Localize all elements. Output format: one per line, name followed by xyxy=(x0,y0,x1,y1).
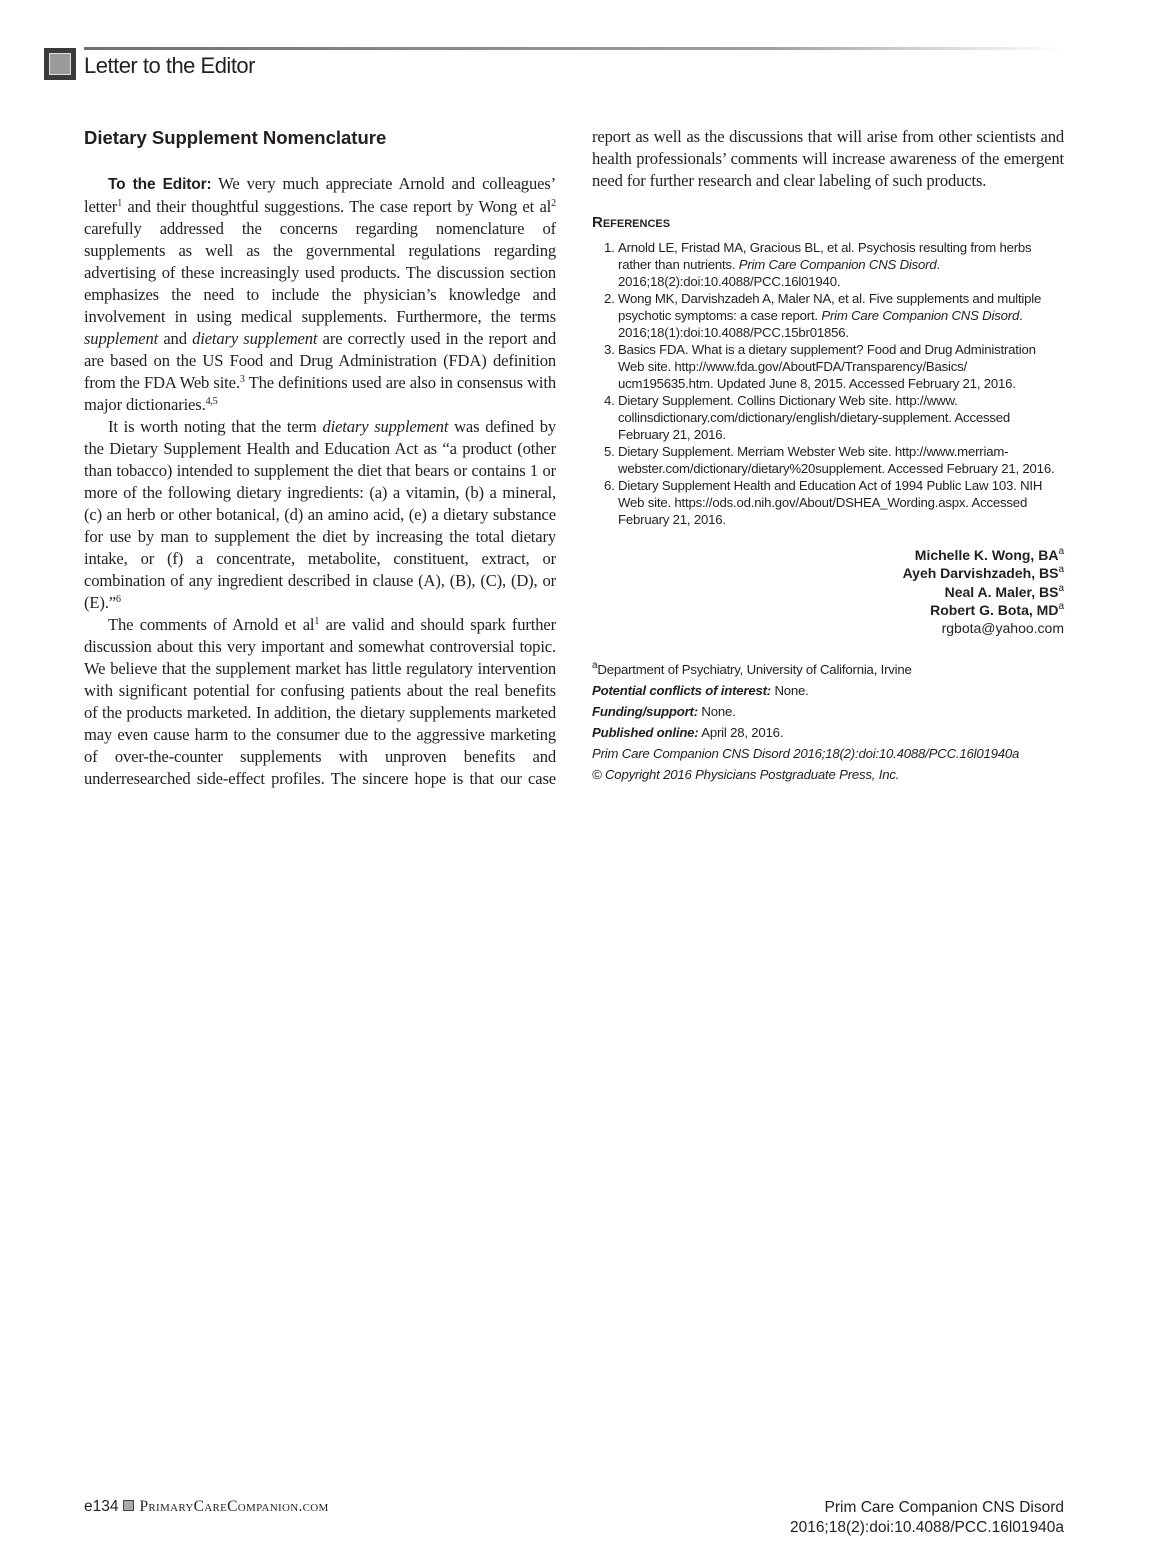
citation-superscript: 4,5 xyxy=(205,396,218,407)
reference-item xyxy=(618,443,1064,477)
funding-value: None. xyxy=(697,704,736,720)
funding-label: Funding/support: xyxy=(592,704,698,720)
reference-item xyxy=(618,239,1064,290)
reference-item xyxy=(618,290,1064,341)
text-run: . 2016;18(2):doi:10.4088/PCC.16l01940. xyxy=(618,257,940,289)
header-rule xyxy=(84,47,1064,50)
author-affiliation-mark: a xyxy=(1058,600,1064,612)
paragraph xyxy=(84,416,556,614)
text-run: Basics FDA. What is a dietary supplement? Food and Drug Administration Web site. http://www.fda.gov/AboutFDA/Transparency/Basics/ ucm195635.htm. Updated June 8, 2015. Accessed February 21, 2016. xyxy=(618,342,1036,391)
text-run: We very much appreciate Arnold and colleagues’ letter xyxy=(84,174,556,216)
text-run: Prim Care Companion CNS Disord xyxy=(738,257,937,272)
text-run: The definitions used are also in consensus with major dictionaries. xyxy=(84,373,556,414)
text-run: dietary supplement xyxy=(192,329,318,348)
text-run: was defined by the Dietary Supplement Health and Education Act as “a product (other than tobacco) intended to supplement the diet that bears or contains 1 or more of the following dietary ingredients: (a) a vitamin, (b) a mineral, (c) an herb or other botanical, (d) an amino acid, (e) a dietary substance for use by man to supplement the diet by increasing the total dietary intake, or (f) a concentrate, metabolite, constituent, extract, or combination of any ingredient described in clause (A), (B), (C), (D), or (E).” xyxy=(84,417,557,612)
author-name: Neal A. Maler, BS xyxy=(944,583,1059,600)
text-run: The comments of Arnold et al xyxy=(108,615,315,634)
author xyxy=(592,546,1064,564)
reference-item xyxy=(618,392,1064,443)
footer-right xyxy=(790,1498,1064,1538)
references-list xyxy=(592,239,1064,528)
footer-square-icon xyxy=(123,1500,134,1511)
author xyxy=(592,601,1064,619)
affiliation-text: Department of Psychiatry, University of California, Irvine xyxy=(597,662,912,678)
references-heading: References xyxy=(592,214,671,231)
author-block xyxy=(592,546,1064,637)
text-run: are valid and should spark further discussion about this very important and somewhat controversial topic. We believe that the supplement market has little regulatory intervention with significant potential for confusing patients about the real benefits of the products marketed. In addition, the dietary supplements marketed may even cause harm to the consumer due to the aggressive marketing of over-the-counter supplements with unproven benefits and underresearched side-effect profiles. The sincere hope is that our case xyxy=(84,615,556,788)
salutation: To the Editor: xyxy=(108,176,212,193)
published xyxy=(592,722,1064,743)
left-column xyxy=(84,126,556,790)
author xyxy=(592,564,1064,582)
author-email[interactable]: rgbota@yahoo.com xyxy=(941,620,1064,637)
text-run: report as well as the discussions that will arise from other scientists and health professionals’ comments will increase awareness of the emergent need for further research and clear labeling of such products. xyxy=(592,127,1064,190)
section-marker-icon xyxy=(44,48,76,80)
footer-left xyxy=(84,1498,329,1516)
copyright: © Copyright 2016 Physicians Postgraduate Press, Inc. xyxy=(592,767,900,783)
author-name: Michelle K. Wong, BA xyxy=(914,547,1059,563)
author-name: Robert G. Bota, MD xyxy=(930,601,1059,618)
text-run: Wong MK, Darvishzadeh A, Maler NA, et al. Five supplements and multiple psychotic symptoms: a case report. xyxy=(618,291,1042,323)
published-label: Published online: xyxy=(592,725,699,741)
footer-doi: 2016;18(2):doi:10.4088/PCC.16l01940a xyxy=(789,1519,1064,1536)
author-affiliation-mark: a xyxy=(1058,564,1064,576)
text-run: . 2016;18(1):doi:10.4088/PCC.15br01856. xyxy=(618,308,1023,340)
conflicts-value: None. xyxy=(770,683,809,699)
citation-superscript: 3 xyxy=(239,374,245,385)
text-run: carefully addressed the concerns regarding nomenclature of supplements as well as the governmental regulations regarding advertising of these increasingly used products. The discussion section emphasizes the need to include the physician’s knowledge and involvement in using medical supplements. Furthermore, the terms xyxy=(84,219,556,326)
section-title: Letter to the Editor xyxy=(84,53,255,78)
article-body xyxy=(84,173,556,790)
conflicts-label: Potential conflicts of interest: xyxy=(592,683,771,699)
text-run: Dietary Supplement. Merriam Webster Web site. http://www.merriam-webster.com/dictionary/dietary%20supplement. Accessed February 21, 2016. xyxy=(618,444,1055,476)
article-notes xyxy=(592,659,1064,785)
published-value: April 28, 2016. xyxy=(698,725,784,741)
text-run: It is worth noting that the term xyxy=(108,417,323,436)
page-number: e134 xyxy=(84,1498,119,1515)
funding xyxy=(592,701,1064,722)
text-run: Arnold LE, Fristad MA, Gracious BL, et al. Psychosis resulting from herbs rather than nutrients. xyxy=(618,240,1032,272)
text-run: and xyxy=(158,329,193,348)
text-run: dietary supplement xyxy=(322,417,449,436)
footer-journal: Prim Care Companion CNS Disord xyxy=(824,1499,1064,1516)
citation-superscript: 2 xyxy=(551,198,556,209)
citation-superscript: 1 xyxy=(314,616,320,627)
conflicts xyxy=(592,680,1064,701)
citation-superscript: 6 xyxy=(115,594,121,605)
right-column xyxy=(592,126,1064,785)
text-run: Dietary Supplement. Collins Dictionary Web site. http://www. collinsdictionary.com/dictionary/english/dietary-supplement. Accessed February 21, 2016. xyxy=(618,393,1011,442)
text-run: and their thoughtful suggestions. The case report by Wong et al xyxy=(122,197,552,216)
affiliation-mark: a xyxy=(592,660,598,672)
reference-item xyxy=(618,477,1064,528)
article-body-continued xyxy=(592,126,1064,192)
author-affiliation-mark: a xyxy=(1058,546,1064,557)
footer-site-link[interactable]: PrimaryCareCompanion.com xyxy=(139,1498,329,1515)
paragraph-continued xyxy=(592,126,1064,192)
text-run: are correctly used in the report and are based on the US Food and Drug Administration (FDA) definition from the FDA Web site. xyxy=(84,329,556,392)
text-run: Dietary Supplement Health and Education Act of 1994 Public Law 103. NIH Web site. https://ods.od.nih.gov/About/DSHEA_Wording.aspx. Accessed February 21, 2016. xyxy=(618,478,1043,527)
text-run: Prim Care Companion CNS Disord xyxy=(821,308,1020,323)
paragraph xyxy=(84,173,556,416)
paragraph xyxy=(84,614,556,790)
reference-item xyxy=(618,341,1064,392)
text-run: supplement xyxy=(84,329,159,348)
author-affiliation-mark: a xyxy=(1058,582,1064,594)
citation: Prim Care Companion CNS Disord 2016;18(2):doi:10.4088/PCC.16l01940a xyxy=(592,746,1020,762)
author-name: Ayeh Darvishzadeh, BS xyxy=(902,565,1059,582)
affiliation xyxy=(592,659,1064,680)
citation-superscript: 1 xyxy=(117,198,123,209)
author xyxy=(592,583,1064,601)
article-title: Dietary Supplement Nomenclature xyxy=(84,127,387,148)
